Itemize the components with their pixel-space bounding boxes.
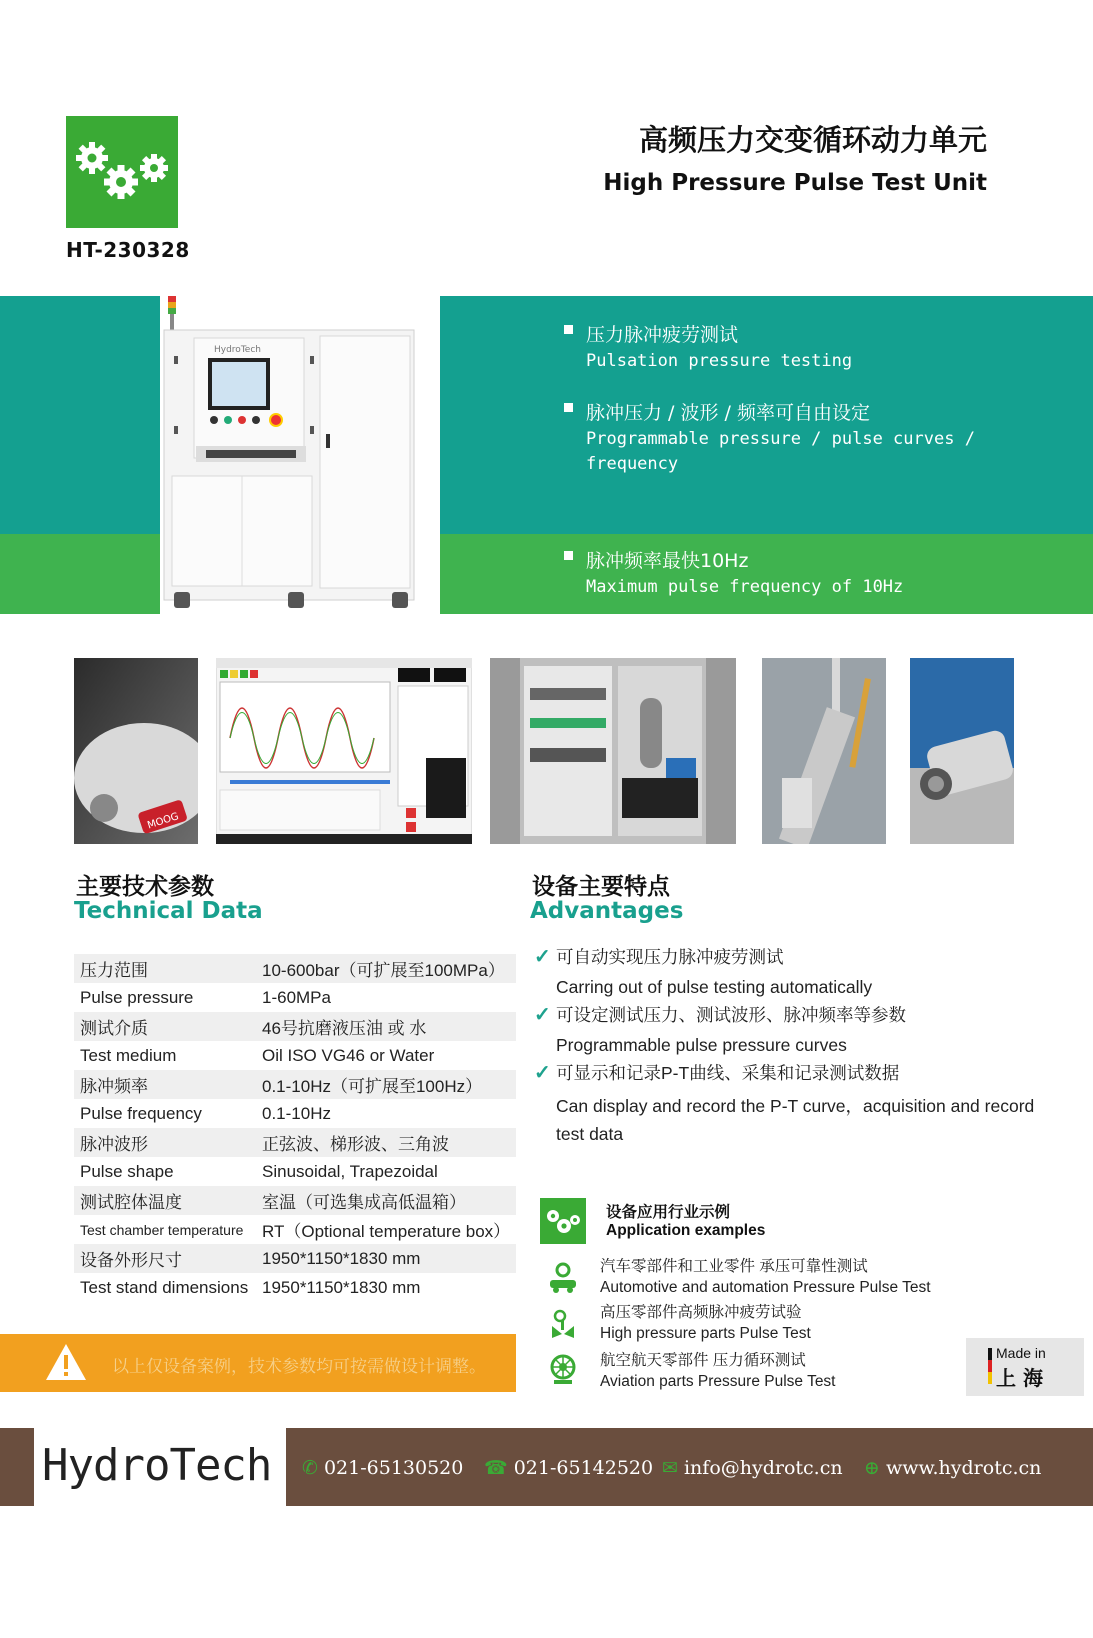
gears-icon	[66, 116, 178, 228]
email-link[interactable]: info@hydrotc.cn	[683, 1457, 843, 1479]
application-2	[600, 1302, 811, 1344]
phone-contact	[302, 1457, 463, 1479]
row-value: 1-60MPa	[262, 987, 331, 1007]
gears-icon	[540, 1198, 586, 1244]
made-in-city: 上 海	[996, 1366, 1043, 1390]
bullet-square-icon	[564, 325, 573, 334]
feature-2	[586, 398, 975, 477]
row-value: 0.1-10Hz	[262, 1103, 331, 1123]
row-key: 测试腔体温度	[80, 1193, 182, 1212]
machine-photo	[160, 296, 440, 614]
advantage-3	[534, 1060, 1035, 1145]
tech-heading-en: Technical Data	[74, 898, 263, 924]
page-title-cn: 高频压力交变循环动力单元	[638, 123, 987, 157]
advantage-1-en: Carring out of pulse testing automatically	[556, 977, 873, 997]
application-2-cn: 高压零部件高频脉冲疲劳试验	[600, 1304, 802, 1321]
advantage-3-en-line1: Can display and record the P-T curve，acquisition and record	[556, 1096, 1035, 1116]
car-gear-icon	[546, 1260, 580, 1298]
phone-icon: ✆	[302, 1457, 318, 1479]
phone-1: 021-65130520	[323, 1457, 464, 1479]
bullet-square-icon	[564, 551, 573, 560]
applications-heading-cn: 设备应用行业示例	[606, 1204, 731, 1221]
application-2-en: High pressure parts Pulse Test	[600, 1325, 811, 1342]
fax-contact	[484, 1457, 653, 1479]
motor-photo	[74, 658, 198, 844]
table-row	[74, 1041, 516, 1070]
website-link[interactable]: www.hydrotc.cn	[885, 1457, 1042, 1479]
phone-2: 021-65142520	[513, 1457, 654, 1479]
row-key: 脉冲波形	[80, 1135, 148, 1154]
table-row	[74, 1186, 516, 1215]
row-value: Sinusoidal, Trapezoidal	[262, 1161, 438, 1181]
feature-2-en-line1: Programmable pressure / pulse curves /	[586, 429, 975, 449]
table-row	[74, 1099, 516, 1128]
row-key: 设备外形尺寸	[80, 1251, 182, 1270]
feature-1-en: Pulsation pressure testing	[586, 351, 853, 371]
footer-brand: HydroTech	[42, 1440, 272, 1491]
advantages-heading-en: Advantages	[530, 898, 684, 924]
email-contact[interactable]	[662, 1457, 843, 1479]
row-key: Test stand dimensions	[80, 1277, 249, 1297]
row-value: 1950*1150*1830 mm	[262, 1277, 421, 1297]
table-row	[74, 983, 516, 1012]
advantage-2-cn: 可设定测试压力、测试波形、脉冲频率等参数	[556, 1005, 906, 1025]
valve-photo	[910, 658, 1014, 844]
application-3-cn: 航空航天零部件 压力循环测试	[600, 1352, 806, 1369]
row-value: 0.1-10Hz（可扩展至100Hz）	[262, 1077, 483, 1096]
advantage-2	[534, 1002, 906, 1056]
check-icon: ✓	[534, 1004, 551, 1026]
footer-logo	[34, 1428, 286, 1506]
applications-heading-en: Application examples	[606, 1222, 766, 1239]
feature-1-cn: 压力脉冲疲劳测试	[586, 324, 739, 346]
feature-3	[586, 546, 903, 600]
cabinet-interior-photo	[490, 658, 736, 844]
machine-brand-label: HydroTech	[214, 345, 261, 355]
row-value: 46号抗磨液压油 或 水	[262, 1019, 427, 1038]
row-value: Oil ISO VG46 or Water	[262, 1045, 435, 1065]
software-screenshot	[216, 658, 472, 844]
company-logo	[66, 116, 178, 228]
table-row	[74, 1244, 516, 1273]
tech-heading-cn: 主要技术参数	[76, 874, 214, 900]
application-1-cn: 汽车零部件和工业零件 承压可靠性测试	[600, 1258, 868, 1275]
web-contact[interactable]	[864, 1457, 1041, 1479]
row-key: Test medium	[80, 1045, 177, 1065]
globe-icon: ⊕	[864, 1457, 880, 1479]
mail-icon: ✉	[662, 1457, 678, 1479]
bullet-square-icon	[564, 403, 573, 412]
feature-3-en: Maximum pulse frequency of 10Hz	[586, 577, 904, 597]
table-row	[74, 1012, 516, 1041]
table-row	[74, 1273, 516, 1302]
advantages-heading-cn: 设备主要特点	[532, 874, 670, 900]
made-in-badge	[966, 1338, 1084, 1396]
row-key: Pulse pressure	[80, 987, 194, 1007]
application-1-en: Automotive and automation Pressure Pulse Test	[600, 1279, 931, 1296]
made-in-label: Made in	[996, 1345, 1046, 1361]
table-row	[74, 1128, 516, 1157]
row-key: Pulse frequency	[80, 1103, 202, 1123]
feature-2-en-line2: frequency	[586, 454, 679, 474]
valve-icon	[546, 1306, 580, 1344]
feature-3-cn: 脉冲频率最快10Hz	[586, 550, 749, 572]
advantage-3-cn: 可显示和记录P-T曲线、采集和记录测试数据	[556, 1063, 900, 1083]
warning-icon	[44, 1342, 88, 1382]
row-value: 1950*1150*1830 mm	[262, 1248, 421, 1268]
fax-icon: ☎	[484, 1457, 508, 1479]
turbine-icon	[546, 1352, 580, 1390]
check-icon: ✓	[534, 1062, 551, 1084]
row-key: 压力范围	[80, 961, 148, 980]
warning-text: 以上仅设备案例，技术参数均可按需做设计调整。	[112, 1357, 486, 1377]
row-key: 测试介质	[80, 1019, 148, 1038]
model-number: HT-230328	[66, 238, 190, 262]
check-icon: ✓	[534, 946, 551, 968]
feature-1	[586, 320, 852, 374]
application-3-en: Aviation parts Pressure Pulse Test	[600, 1373, 836, 1390]
row-value: 10-600bar（可扩展至100MPa）	[262, 961, 505, 980]
table-row	[74, 1157, 516, 1186]
row-value: RT（Optional temperature box）	[262, 1222, 511, 1241]
table-row	[74, 1070, 516, 1099]
row-key: Pulse shape	[80, 1161, 174, 1181]
row-value: 正弦波、梯形波、三角波	[262, 1135, 449, 1154]
advantage-2-en: Programmable pulse pressure curves	[556, 1035, 847, 1055]
advantage-1	[534, 944, 873, 998]
page-title-en: High Pressure Pulse Test Unit	[603, 170, 987, 196]
feature-2-cn: 脉冲压力 / 波形 / 频率可自由设定	[586, 402, 870, 424]
advantage-3-en-line2: test data	[556, 1124, 624, 1144]
table-row	[74, 1215, 516, 1244]
sensor-photo	[762, 658, 886, 844]
moog-label: MOOG	[146, 811, 181, 832]
row-value: 室温（可选集成高低温箱）	[262, 1193, 466, 1212]
application-3	[600, 1350, 836, 1392]
table-row	[74, 954, 516, 983]
advantage-1-cn: 可自动实现压力脉冲疲劳测试	[556, 947, 784, 967]
tech-table	[74, 954, 516, 1302]
row-key: 脉冲频率	[80, 1077, 148, 1096]
row-key: Test chamber temperature	[80, 1221, 244, 1238]
application-1	[600, 1256, 931, 1298]
